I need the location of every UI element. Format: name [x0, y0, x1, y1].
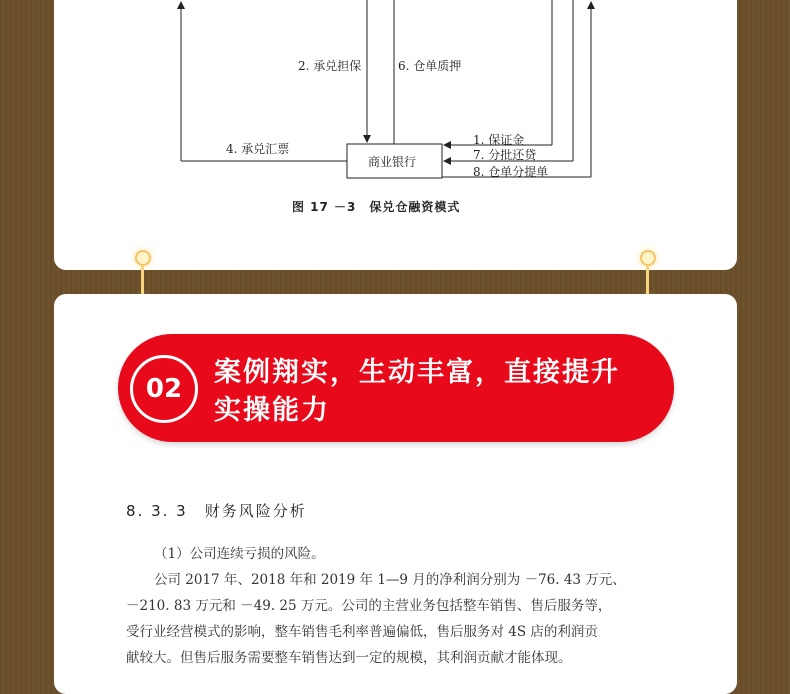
- feature-banner: [118, 334, 674, 442]
- binder-ring-left-top: [137, 252, 149, 264]
- banner-number: 02: [130, 355, 198, 423]
- figure-caption: 图 17 －3 保兑仓融资模式: [292, 200, 461, 214]
- diagram-card: [54, 0, 737, 270]
- banner-title: [214, 354, 644, 430]
- paragraph-line: －210. 83 万元和 －49. 25 万元。公司的主营业务包括整车销售、售后服务等，: [126, 598, 612, 614]
- section-heading: 8. 3. 3 财务风险分析: [126, 502, 307, 520]
- content-card: [54, 294, 737, 694]
- flow-diagram: [54, 0, 737, 270]
- label-pickup: 8. 仓单分提单: [473, 165, 549, 179]
- paragraph-line: 公司 2017 年、2018 年和 2019 年 1—9 月的净利润分别为 －76. 43 万元、: [154, 572, 626, 588]
- paragraph-line: 受行业经营模式的影响，整车销售毛利率普遍偏低，售后服务对 4S 店的利润贡: [126, 624, 598, 640]
- banner-title-line-2: 实操能力: [214, 395, 330, 426]
- bank-label: 商业银行: [368, 155, 417, 169]
- label-deposit: 1. 保证金: [473, 133, 525, 147]
- label-repay: 7. 分批还贷: [473, 148, 537, 162]
- paragraph-line: 献较大。但售后服务需要整车销售达到一定的规模，其利润贡献才能体现。: [126, 650, 572, 666]
- binder-ring-right-top: [642, 252, 654, 264]
- label-acceptance-bill: 4. 承兑汇票: [226, 142, 290, 156]
- banner-title-line-1: 案例翔实，生动丰富，直接提升: [214, 357, 620, 388]
- label-pledge: 6. 仓单质押: [398, 59, 462, 73]
- label-guarantee: 2. 承兑担保: [298, 59, 362, 73]
- paragraph-line: （1）公司连续亏损的风险。: [154, 546, 325, 562]
